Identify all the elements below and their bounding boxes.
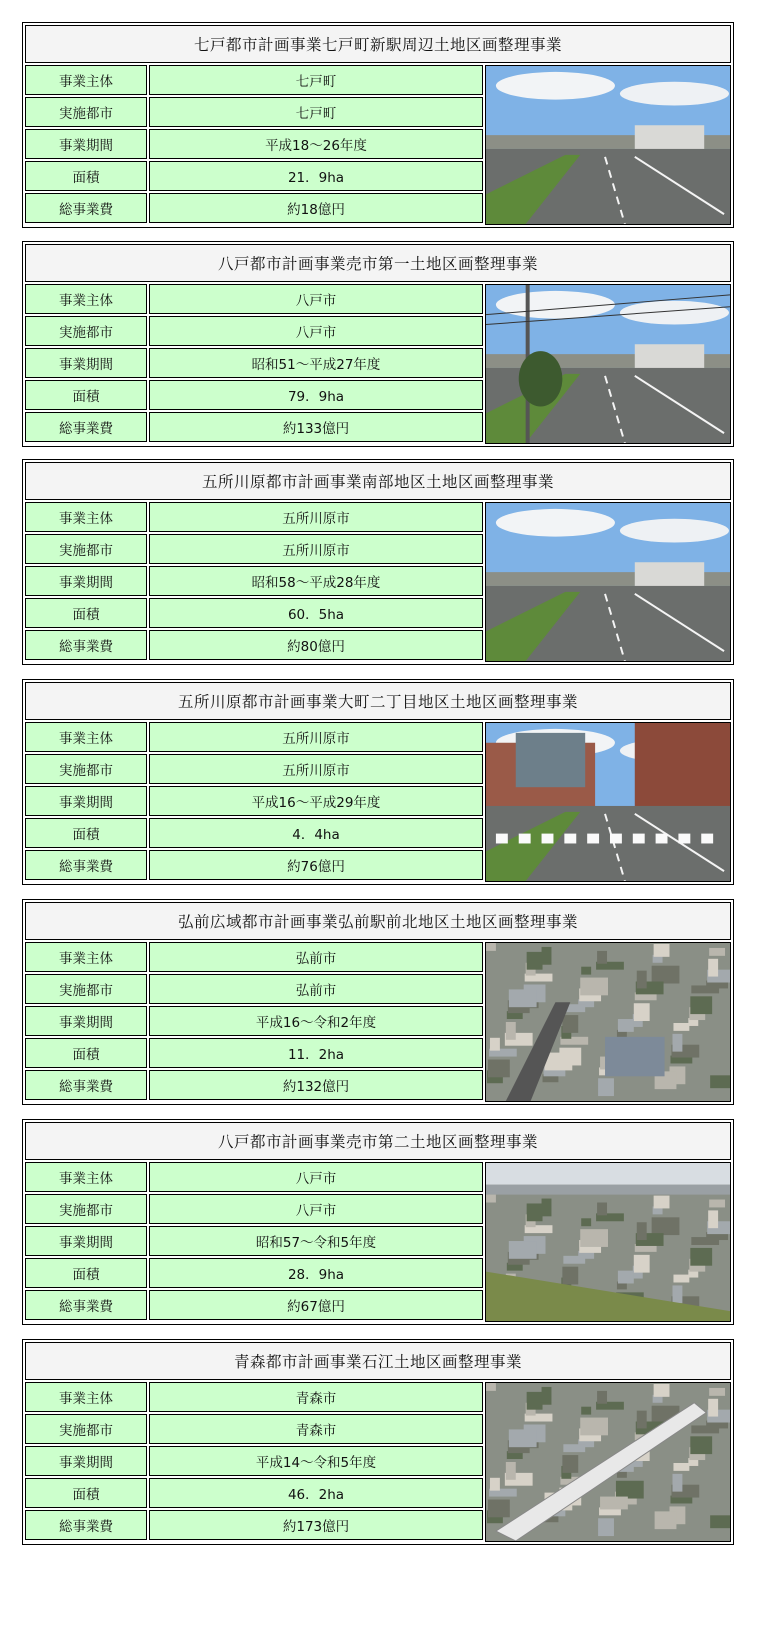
row-entity <box>25 722 483 754</box>
row-entity <box>25 65 483 97</box>
road-photo <box>485 65 731 225</box>
label-city: 実施都市 <box>25 316 147 346</box>
label-cost: 総事業費 <box>25 630 147 660</box>
value-city: 弘前市 <box>149 974 483 1004</box>
project-table <box>22 22 734 228</box>
value-cost: 約76億円 <box>149 850 483 880</box>
label-city: 実施都市 <box>25 97 147 127</box>
value-entity: 五所川原市 <box>149 722 483 752</box>
label-area: 面積 <box>25 598 147 628</box>
value-city: 八戸市 <box>149 316 483 346</box>
row-area <box>25 1478 483 1510</box>
value-area: 46．2ha <box>149 1478 483 1508</box>
value-entity: 五所川原市 <box>149 502 483 532</box>
value-city: 七戸町 <box>149 97 483 127</box>
value-entity: 七戸町 <box>149 65 483 95</box>
row-entity <box>25 942 483 974</box>
aerial-photo <box>485 942 731 1102</box>
label-entity: 事業主体 <box>25 1162 147 1192</box>
value-area: 60．5ha <box>149 598 483 628</box>
label-city: 実施都市 <box>25 534 147 564</box>
label-cost: 総事業費 <box>25 412 147 442</box>
value-period: 昭和58～平成28年度 <box>149 566 483 596</box>
row-entity <box>25 284 483 316</box>
value-period: 平成18～26年度 <box>149 129 483 159</box>
row-area <box>25 380 483 412</box>
label-period: 事業期間 <box>25 786 147 816</box>
value-period: 昭和57～令和5年度 <box>149 1226 483 1256</box>
project-title: 五所川原都市計画事業大町二丁目地区土地区画整理事業 <box>25 682 731 720</box>
label-period: 事業期間 <box>25 1006 147 1036</box>
row-cost <box>25 1510 483 1542</box>
value-city: 八戸市 <box>149 1194 483 1224</box>
label-cost: 総事業費 <box>25 1510 147 1540</box>
row-entity <box>25 502 483 534</box>
value-cost: 約67億円 <box>149 1290 483 1320</box>
label-city: 実施都市 <box>25 1414 147 1444</box>
label-period: 事業期間 <box>25 1446 147 1476</box>
label-cost: 総事業費 <box>25 850 147 880</box>
row-period <box>25 348 483 380</box>
row-area <box>25 598 483 630</box>
value-area: 21．9ha <box>149 161 483 191</box>
value-entity: 八戸市 <box>149 284 483 314</box>
project-title: 七戸都市計画事業七戸町新駅周辺土地区画整理事業 <box>25 25 731 63</box>
row-period <box>25 129 483 161</box>
row-period <box>25 1226 483 1258</box>
label-entity: 事業主体 <box>25 722 147 752</box>
label-area: 面積 <box>25 818 147 848</box>
value-area: 4．4ha <box>149 818 483 848</box>
value-period: 平成14～令和5年度 <box>149 1446 483 1476</box>
label-cost: 総事業費 <box>25 193 147 223</box>
value-area: 11．2ha <box>149 1038 483 1068</box>
station-aerial-photo <box>485 1382 731 1542</box>
label-cost: 総事業費 <box>25 1290 147 1320</box>
value-city: 五所川原市 <box>149 534 483 564</box>
label-entity: 事業主体 <box>25 942 147 972</box>
row-area <box>25 818 483 850</box>
value-entity: 青森市 <box>149 1382 483 1412</box>
label-city: 実施都市 <box>25 754 147 784</box>
row-cost <box>25 412 483 444</box>
label-entity: 事業主体 <box>25 1382 147 1412</box>
label-period: 事業期間 <box>25 1226 147 1256</box>
label-period: 事業期間 <box>25 348 147 378</box>
project-table <box>22 899 734 1105</box>
row-cost <box>25 630 483 662</box>
label-area: 面積 <box>25 1478 147 1508</box>
project-table <box>22 1339 734 1545</box>
street-photo <box>485 284 731 444</box>
row-area <box>25 161 483 193</box>
project-title: 青森都市計画事業石江土地区画整理事業 <box>25 1342 731 1380</box>
label-cost: 総事業費 <box>25 1070 147 1100</box>
row-cost <box>25 1290 483 1322</box>
row-cost <box>25 1070 483 1102</box>
value-period: 昭和51～平成27年度 <box>149 348 483 378</box>
row-area <box>25 1038 483 1070</box>
label-city: 実施都市 <box>25 974 147 1004</box>
label-period: 事業期間 <box>25 129 147 159</box>
row-period <box>25 566 483 598</box>
value-cost: 約133億円 <box>149 412 483 442</box>
row-city <box>25 534 483 566</box>
value-cost: 約132億円 <box>149 1070 483 1100</box>
project-title: 八戸都市計画事業売市第一土地区画整理事業 <box>25 244 731 282</box>
row-city <box>25 1414 483 1446</box>
aerial-photo <box>485 1162 731 1322</box>
value-area: 79．9ha <box>149 380 483 410</box>
label-period: 事業期間 <box>25 566 147 596</box>
row-city <box>25 316 483 348</box>
label-entity: 事業主体 <box>25 502 147 532</box>
row-period <box>25 1446 483 1478</box>
label-area: 面積 <box>25 161 147 191</box>
value-entity: 弘前市 <box>149 942 483 972</box>
row-city <box>25 754 483 786</box>
row-entity <box>25 1382 483 1414</box>
row-period <box>25 786 483 818</box>
value-entity: 八戸市 <box>149 1162 483 1192</box>
label-city: 実施都市 <box>25 1194 147 1224</box>
project-title: 五所川原都市計画事業南部地区土地区画整理事業 <box>25 462 731 500</box>
value-city: 五所川原市 <box>149 754 483 784</box>
project-title: 八戸都市計画事業売市第二土地区画整理事業 <box>25 1122 731 1160</box>
row-city <box>25 97 483 129</box>
label-area: 面積 <box>25 1258 147 1288</box>
row-city <box>25 1194 483 1226</box>
road-photo <box>485 502 731 662</box>
project-table <box>22 241 734 447</box>
label-area: 面積 <box>25 1038 147 1068</box>
row-period <box>25 1006 483 1038</box>
label-entity: 事業主体 <box>25 65 147 95</box>
value-cost: 約173億円 <box>149 1510 483 1540</box>
row-city <box>25 974 483 1006</box>
value-cost: 約80億円 <box>149 630 483 660</box>
row-area <box>25 1258 483 1290</box>
label-area: 面積 <box>25 380 147 410</box>
value-city: 青森市 <box>149 1414 483 1444</box>
project-table <box>22 459 734 665</box>
row-cost <box>25 193 483 225</box>
row-entity <box>25 1162 483 1194</box>
project-table <box>22 679 734 885</box>
label-entity: 事業主体 <box>25 284 147 314</box>
project-title: 弘前広域都市計画事業弘前駅前北地区土地区画整理事業 <box>25 902 731 940</box>
row-cost <box>25 850 483 882</box>
value-period: 平成16～平成29年度 <box>149 786 483 816</box>
value-area: 28．9ha <box>149 1258 483 1288</box>
crosswalk-photo <box>485 722 731 882</box>
value-cost: 約18億円 <box>149 193 483 223</box>
project-table <box>22 1119 734 1325</box>
value-period: 平成16～令和2年度 <box>149 1006 483 1036</box>
